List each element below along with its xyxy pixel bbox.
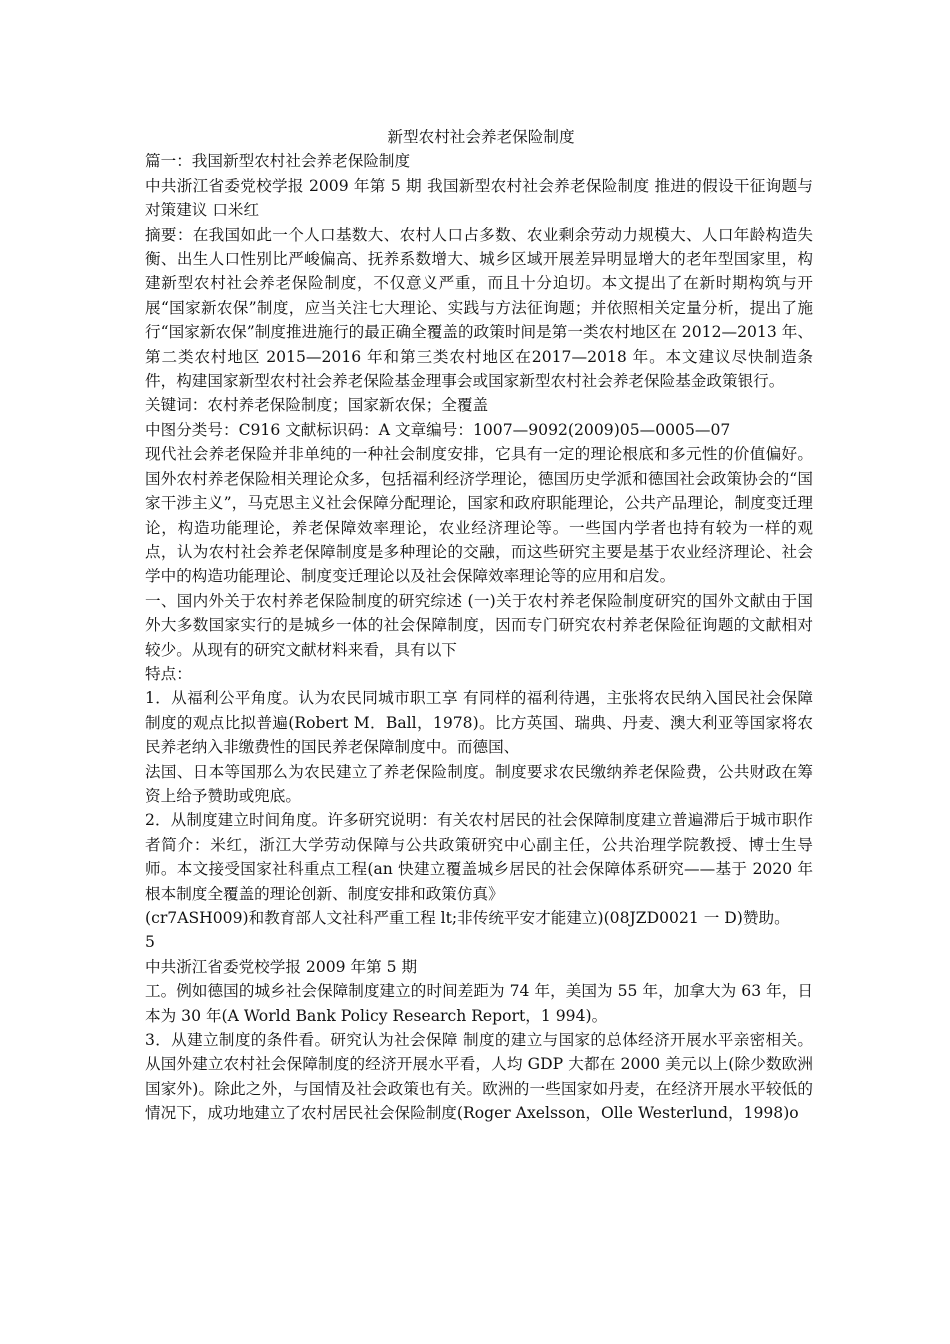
paragraph-features: 特点： (145, 664, 192, 683)
running-header: 中共浙江省委党校学报 2009 年第 5 期 (145, 957, 418, 976)
document-title: 新型农村社会养老保险制度 (387, 128, 575, 146)
paragraph-point-2-cont: 工。例如德国的城乡社会保障制度建立的时间差距为 74 年，美国为 55 年，加拿大为 63 年，日本为 30 年(A World Bank Policy Research Report，1 994)。 (145, 982, 813, 1025)
paragraph-point-2: 2．从制度建立时间角度。许多研究说明：有关农村居民的社会保障制度建立普遍滞后于城市职作者简介：米红，浙江大学劳动保障与公共政策研究中心副主任，公共治理学院教授、博士生导师。本文接受国家社科重点工程(an 快建立覆盖城乡居民的社会保障体系研究——基于 2020 年根本制度全覆盖的理论创新、制度安排和政策仿真》 (145, 811, 813, 903)
paragraph-source: 中共浙江省委党校学报 2009 年第 5 期 我国新型农村社会养老保险制度 推进的假设干征询题与对策建议 口米红 (145, 176, 813, 220)
paragraph-point-1-cont: 法国、日本等国那么为农民建立了养老保险制度。制度要求农民缴纳养老保险费，公共财政在筹资上给予赞助或兜底。 (145, 762, 813, 805)
paragraph-abstract: 摘要：在我国如此一个人口基数大、农村人口占多数、农业剩余劳动力规模大、人口年龄构造失衡、出生人口性别比严峻偏高、抚养系数增大、城乡区域开展差异明显增大的老年型国家里，构建新型农村社会养老保险制度，不仅意义严重，而且十分迫切。本文提出了在新时期构筑与开展“国家新农保”制度，应当关注七大理论、实践与方法征询题；并依照相关定量分析，提出了施行“国家新农保”制度推进施行的最正确全覆盖的政策时间是第一类农村地区在 2012—2013 年、第二类农村地区 2015—2016 年和第三类农村地区在2017—2018 年。本文建议尽快制造条件，构建国家新型农村社会养老保险基金理事会或国家新型农村社会养老保险基金政策银行。 (145, 225, 813, 391)
paragraph-point-1: 1．从福利公平角度。认为农民同城市职工享 有同样的福利待遇，主张将农民纳入国民社会保障制度的观点比拟普遍(Robert M．Ball，1978)。比方英国、瑞典、丹麦、澳大利亚等国家将农民养老纳入非缴费性的国民养老保障制度中。而德国、 (145, 689, 813, 757)
paragraph-funding: (cr7ASH009)和教育部人文社科严重工程 lt;非传统平安才能建立)(08JZD0021 一 D)赞助。 (145, 909, 790, 927)
paragraph-heading-1: 篇一：我国新型农村社会养老保险制度 (145, 152, 411, 171)
paragraph-intro: 现代社会养老保险并非单纯的一种社会制度安排，它具有一定的理论根底和多元性的价值偏好。国外农村养老保险相关理论众多，包括福利经济学理论，德国历史学派和德国社会政策协会的“国家干涉主义”，马克思主义社会保障分配理论，国家和政府职能理论，公共产品理论，制度变迁理论，构造功能理论，养老保障效率理论，农业经济理论等。一些国内学者也持有较为一样的观点，认为农村社会养老保障制度是多种理论的交融，而这些研究主要是基于农业经济理论、社会学中的构造功能理论、制度变迁理论以及社会保障效率理论等的应用和启发。 (145, 445, 813, 586)
document-body (145, 125, 813, 1126)
paragraph-classification: 中图分类号：C916 文献标识码：A 文章编号：1007—9092(2009)05—0005—07 (145, 420, 731, 439)
paragraph-point-3: 3．从建立制度的条件看。研究认为社会保障 制度的建立与国家的总体经济开展水平亲密相关。从国外建立农村社会保障制度的经济开展水平看，人均 GDP 大都在 2000 美元以上(除少数欧洲国家外)。除此之外，与国情及社会政策也有关。欧洲的一些国家如丹麦，在经济开展水平较低的情况下，成功地建立了农村居民社会保险制度(Roger Axelsson，Olle Westerlund，1998)o (145, 1031, 813, 1123)
page-number: 5 (145, 933, 155, 952)
paragraph-section-1: 一、国内外关于农村养老保险制度的研究综述 (一)关于农村养老保险制度研究的国外文献由于国外大多数国家实行的是城乡一体的社会保障制度，因而专门研究农村养老保险征询题的文献相对较少。从现有的研究文献材料来看，具有以下 (145, 591, 813, 659)
paragraph-keywords: 关键词：农村养老保险制度；国家新农保；全覆盖 (145, 396, 489, 415)
